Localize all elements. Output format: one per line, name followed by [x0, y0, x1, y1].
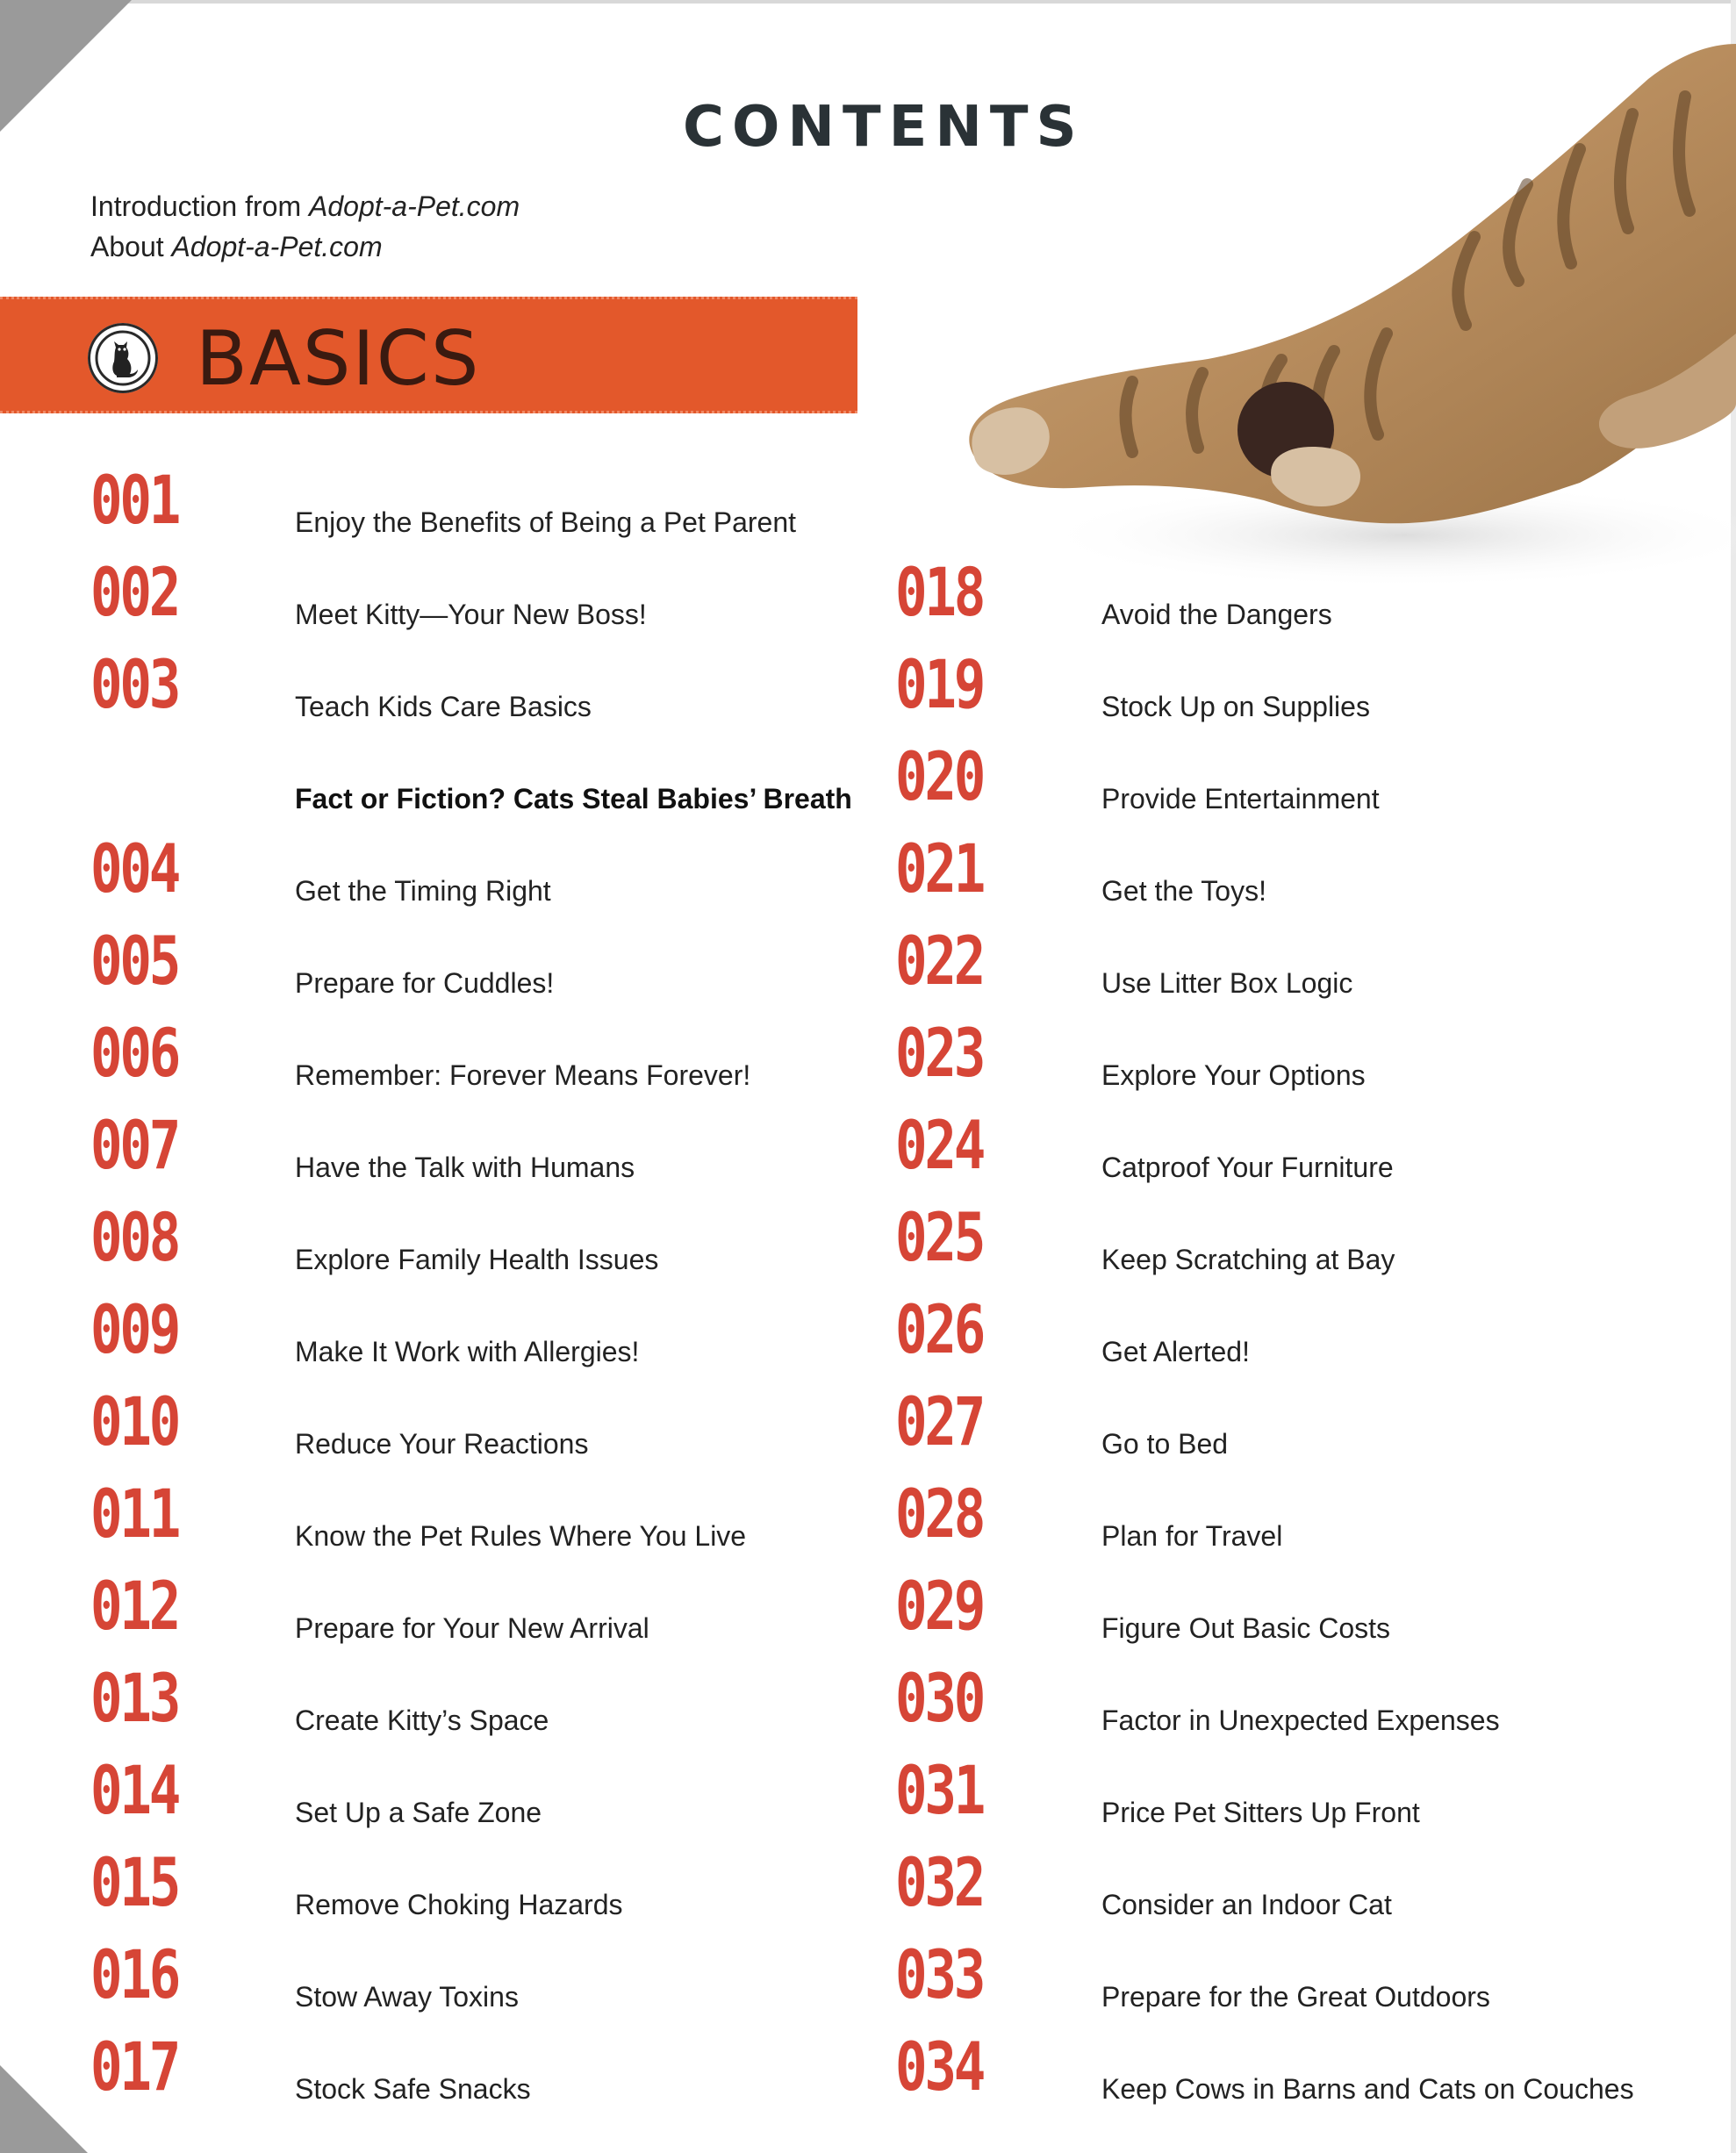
entry-title: Keep Scratching at Bay — [1101, 1244, 1395, 1275]
entry-title: Get Alerted! — [1101, 1336, 1250, 1367]
contents-entry — [895, 1106, 1685, 1198]
contents-entry — [90, 1659, 880, 1751]
entry-number: 028 — [895, 1475, 984, 1553]
entry-number: 023 — [895, 1014, 984, 1092]
contents-entry — [895, 1935, 1685, 2027]
page-corner-bottom-left — [0, 2065, 88, 2153]
contents-entry — [895, 829, 1685, 922]
entry-title: Provide Entertainment — [1101, 783, 1380, 815]
entry-number: 033 — [895, 1935, 984, 2013]
contents-entry — [895, 1567, 1685, 1659]
entry-number: 026 — [895, 1290, 984, 1368]
section-title: BASICS — [196, 315, 481, 403]
contents-column-left — [90, 461, 880, 2120]
contents-entry — [90, 645, 880, 737]
entry-number: 003 — [90, 645, 179, 723]
entry-title: Know the Pet Rules Where You Live — [295, 1520, 747, 1552]
entry-number: 029 — [895, 1567, 984, 1645]
entry-title: Prepare for the Great Outdoors — [1101, 1981, 1490, 2013]
entry-title: Use Litter Box Logic — [1101, 967, 1353, 999]
entry-number: 020 — [895, 737, 984, 815]
intro-line-introduction — [90, 186, 520, 226]
entry-number: 007 — [90, 1106, 179, 1184]
contents-entry — [895, 737, 1685, 829]
contents-entry — [90, 922, 880, 1014]
entry-number: 018 — [895, 553, 984, 631]
page-title: CONTENTS — [683, 95, 1085, 160]
entry-number: 022 — [895, 922, 984, 1000]
contents-entry — [895, 1751, 1685, 1843]
contents-entry — [895, 922, 1685, 1014]
contents-entry — [90, 1382, 880, 1475]
entry-number: 031 — [895, 1751, 984, 1829]
contents-entry — [895, 1014, 1685, 1106]
entry-title: Price Pet Sitters Up Front — [1101, 1797, 1420, 1828]
contents-entry — [90, 1290, 880, 1382]
entry-number: 024 — [895, 1106, 984, 1184]
entry-title: Meet Kitty—Your New Boss! — [295, 599, 647, 630]
contents-entry — [895, 645, 1685, 737]
cat-icon — [88, 323, 158, 393]
contents-entry — [90, 1198, 880, 1290]
entry-title: Enjoy the Benefits of Being a Pet Parent — [295, 506, 797, 538]
entry-number: 027 — [895, 1382, 984, 1460]
entry-title: Have the Talk with Humans — [295, 1152, 635, 1183]
entry-title: Remember: Forever Means Forever! — [295, 1059, 751, 1091]
entry-number: 012 — [90, 1567, 179, 1645]
contents-entry — [90, 1106, 880, 1198]
feature-entry — [90, 737, 880, 829]
contents-entry — [90, 2027, 880, 2120]
entry-title: Remove Choking Hazards — [295, 1889, 623, 1920]
contents-entry — [90, 1751, 880, 1843]
entry-title: Factor in Unexpected Expenses — [1101, 1704, 1500, 1736]
entry-title: Teach Kids Care Basics — [295, 691, 592, 722]
entry-title: Set Up a Safe Zone — [295, 1797, 542, 1828]
entry-title: Plan for Travel — [1101, 1520, 1283, 1552]
intro-line-site: Adopt-a-Pet.com — [171, 231, 383, 262]
entry-number: 014 — [90, 1751, 179, 1829]
entry-number: 021 — [895, 829, 984, 908]
contents-entry — [895, 1475, 1685, 1567]
entry-number: 032 — [895, 1843, 984, 1921]
contents-column-right — [895, 553, 1685, 2120]
entry-number: 010 — [90, 1382, 179, 1460]
entry-title: Get the Toys! — [1101, 875, 1266, 907]
entry-title: Consider an Indoor Cat — [1101, 1889, 1392, 1920]
contents-entry — [895, 1382, 1685, 1475]
entry-title: Stock Up on Supplies — [1101, 691, 1370, 722]
contents-entry — [895, 1843, 1685, 1935]
entry-number: 016 — [90, 1935, 179, 2013]
entry-number: 009 — [90, 1290, 179, 1368]
entry-title: Reduce Your Reactions — [295, 1428, 589, 1460]
entry-number: 005 — [90, 922, 179, 1000]
contents-entry — [90, 1014, 880, 1106]
contents-entry — [90, 1843, 880, 1935]
entry-number: 006 — [90, 1014, 179, 1092]
entry-title: Prepare for Your New Arrival — [295, 1612, 649, 1644]
entry-title: Stow Away Toxins — [295, 1981, 519, 2013]
intro-line-text: About — [90, 231, 172, 262]
entry-title: Fact or Fiction? Cats Steal Babies’ Breath — [295, 783, 852, 815]
section-banner-basics — [0, 297, 857, 413]
contents-entry — [90, 829, 880, 922]
intro-line-text: Introduction from — [90, 190, 309, 222]
entry-title: Create Kitty’s Space — [295, 1704, 549, 1736]
contents-entry — [895, 2027, 1685, 2120]
entry-number: 019 — [895, 645, 984, 723]
entry-number: 030 — [895, 1659, 984, 1737]
contents-entry — [90, 1475, 880, 1567]
entry-number: 034 — [895, 2027, 984, 2106]
entry-number: 011 — [90, 1475, 179, 1553]
entry-number: 017 — [90, 2027, 179, 2106]
contents-entry — [895, 1659, 1685, 1751]
intro-block — [90, 186, 520, 267]
entry-number: 013 — [90, 1659, 179, 1737]
entry-title: Make It Work with Allergies! — [295, 1336, 640, 1367]
contents-entry — [895, 1290, 1685, 1382]
entry-title: Prepare for Cuddles! — [295, 967, 555, 999]
entry-title: Go to Bed — [1101, 1428, 1229, 1460]
contents-entry — [90, 1567, 880, 1659]
page-corner-top-left — [0, 0, 132, 132]
entry-title: Explore Your Options — [1101, 1059, 1366, 1091]
entry-number: 025 — [895, 1198, 984, 1276]
entry-title: Catproof Your Furniture — [1101, 1152, 1394, 1183]
contents-entry — [895, 1198, 1685, 1290]
entry-number: 001 — [90, 461, 179, 539]
entry-number: 015 — [90, 1843, 179, 1921]
entry-title: Stock Safe Snacks — [295, 2073, 531, 2105]
entry-title: Avoid the Dangers — [1101, 599, 1332, 630]
entry-number: 008 — [90, 1198, 179, 1276]
contents-entry — [90, 461, 880, 553]
entry-title: Figure Out Basic Costs — [1101, 1612, 1390, 1644]
entry-number: 004 — [90, 829, 179, 908]
entry-title: Keep Cows in Barns and Cats on Couches — [1101, 2073, 1634, 2105]
page-top-edge — [0, 0, 1736, 4]
contents-entry — [895, 553, 1685, 645]
intro-line-site: Adopt-a-Pet.com — [309, 190, 520, 222]
contents-entry — [90, 553, 880, 645]
contents-entry — [90, 1935, 880, 2027]
intro-line-about — [90, 226, 520, 267]
entry-title: Get the Timing Right — [295, 875, 551, 907]
entry-title: Explore Family Health Issues — [295, 1244, 659, 1275]
entry-number: 002 — [90, 553, 179, 631]
